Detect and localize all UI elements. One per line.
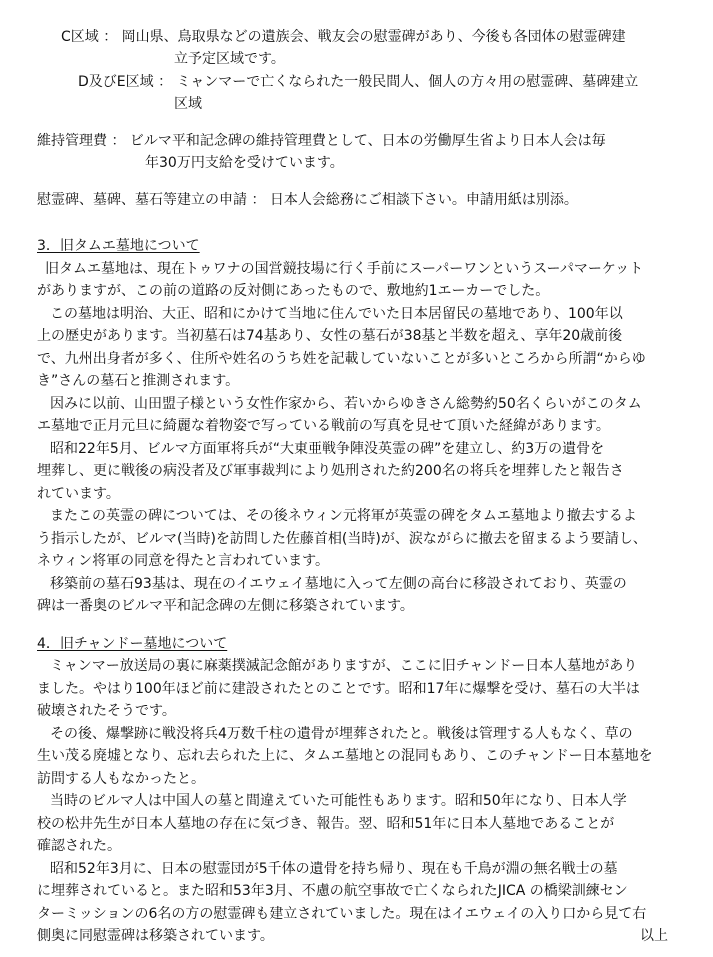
section-heading: 4．旧チャンドー墓地について <box>37 636 228 652</box>
text-line: 上の歴史があります。当初墓石は74基あり、女性の墓石が38基と半数を超え、享年20歳前後 <box>37 328 623 344</box>
text-line: 維持管理費 ： ビルマ平和記念碑の維持管理費として、日本の労働厚生省より日本人会は毎 <box>37 133 606 149</box>
text-line: き”さんの墓石と推測されます。 <box>37 373 240 389</box>
text-line: 破壊されたそうです。 <box>37 703 176 719</box>
section-heading: 3．旧タムエ墓地について <box>37 238 200 254</box>
text-line: ターミッションの6名の方の慰霊碑も建立されていました。現在はイエウェイの入り口から見て右 <box>37 906 647 922</box>
text-line: に埋葬されていると。また昭和53年3月、不慮の航空事故で亡くなられたJICA の橋梁訓練セン <box>37 883 628 899</box>
text-line: がありますが、この前の道路の反対側にあったもので、敷地約1エーカーでした。 <box>37 283 550 299</box>
text-line: 年30万円支給を受けています。 <box>145 155 344 171</box>
text-line: エ墓地で正月元旦に綺麗な着物姿で写っている戦前の写真を見せて頂いた経緯があります。 <box>37 418 610 434</box>
text-line: 側奥に同慰霊碑は移築されています。 <box>37 928 274 944</box>
text-line: 当時のビルマ人は中国人の墓と間違えていた可能性もあります。昭和50年になり、日本人学 <box>50 793 627 809</box>
text-line: D及びE区域 ： ミャンマーで亡くなられた一般民間人、個人の方々用の慰霊碑、墓碑建立 <box>78 74 639 90</box>
text-line: 確認された。 <box>37 838 121 854</box>
text-line: 区域 <box>174 96 202 112</box>
text-line: またこの英霊の碑については、その後ネウィン元将軍が英霊の碑をタムエ墓地より撤去するよ <box>50 508 637 524</box>
text-line: で、九州出身者が多く、住所や姓名のうち姓を記載していないことが多いところから所謂“からゆ <box>37 351 646 367</box>
text-line: 埋葬し、更に戦後の病没者及び軍事裁判により処刑された約200名の将兵を埋葬したと報告さ <box>37 463 624 479</box>
text-line: 因みに以前、山田盟子様という女性作家から、若いからゆきさん総勢約50名くらいがこのタム <box>50 396 642 412</box>
text-line: 移築前の墓石93基は、現在のイエウェイ墓地に入って左側の高台に移設されており、英霊の <box>50 576 627 592</box>
closing-text: 以上 <box>640 928 668 944</box>
text-line: 立予定区域です。 <box>174 51 285 67</box>
text-line: 生い茂る廃墟となり、忘れ去られた上に、タムエ墓地との混同もあり、このチャンドー日本墓地を <box>37 748 653 764</box>
text-line: この墓地は明治、大正、昭和にかけて当地に住んでいた日本居留民の墓地であり、100年以 <box>50 306 623 322</box>
text-line: C区域 ： 岡山県、鳥取県などの遺族会、戦友会の慰霊碑があり、今後も各団体の慰霊碑建 <box>61 29 626 45</box>
text-line: 旧タムエ墓地は、現在トゥワナの国営競技場に行く手前にスーパーワンというスーパマーケット <box>45 261 644 277</box>
text-line: 昭和52年3月に、日本の慰霊団が5千体の遺骨を持ち帰り、現在も千鳥が淵の無名戦士の墓 <box>50 861 618 877</box>
text-line: 慰霊碑、墓碑、墓石等建立の申請 ： 日本人会総務にご相談下さい。申請用紙は別添。 <box>37 192 578 208</box>
text-line: 訪問する人もなかったと。 <box>37 771 205 787</box>
text-line: ました。やはり100年ほど前に建設されたとのことです。昭和17年に爆撃を受け、墓石の大半は <box>37 681 640 697</box>
text-line: 碑は一番奥のビルマ平和記念碑の左側に移築されています。 <box>37 598 414 614</box>
text-line: ネウィン将軍の同意を得たと言われています。 <box>37 553 330 569</box>
text-line: ミャンマー放送局の裏に麻薬撲滅記念館がありますが、ここに旧チャンドー日本人墓地があり <box>50 658 638 674</box>
text-line: 昭和22年5月、ビルマ方面軍将兵が“大東亜戦争陣没英霊の碑”を建立し、約3万の遺骨を <box>50 441 605 457</box>
text-line: 校の松井先生が日本人墓地の存在に気づき、報告。翌、昭和51年に日本人墓地であることが <box>37 816 615 832</box>
text-line: その後、爆撃跡に戦没将兵4万数千柱の遺骨が埋葬されたと。戦後は管理する人もなく、草の <box>50 726 633 742</box>
text-line: う指示したが、ビルマ(当時)を訪問した佐藤首相(当時)が、涙ながらに撤去を留まるよう要請し、 <box>37 531 647 547</box>
text-line: れています。 <box>37 486 120 502</box>
